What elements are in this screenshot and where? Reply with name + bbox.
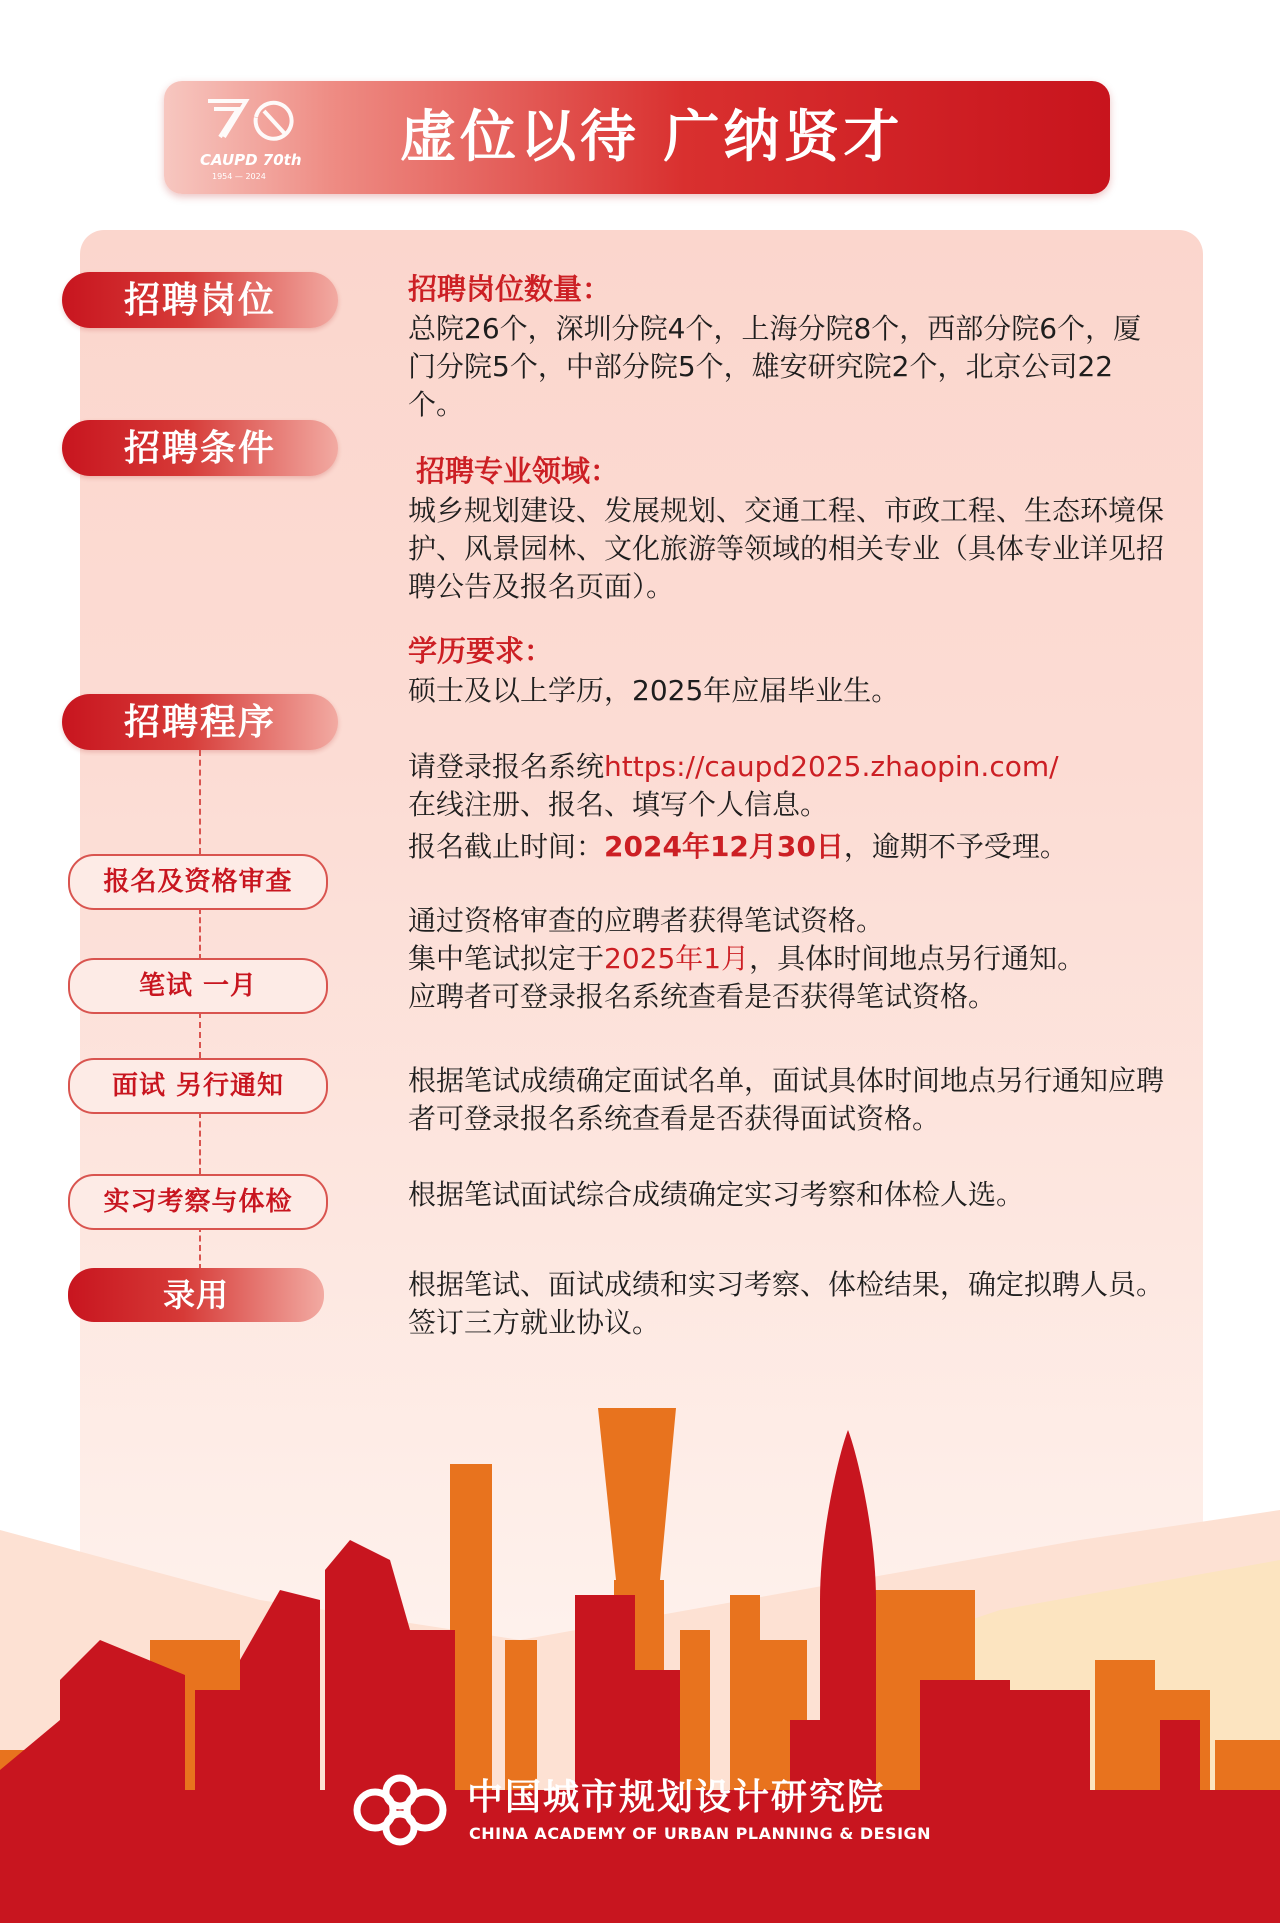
timeline-connector (199, 750, 201, 854)
timeline-connector (199, 1012, 201, 1058)
step-interview: 面试 另行通知 (68, 1058, 328, 1114)
hiring-text: 根据笔试、面试成绩和实习考察、体检结果，确定拟聘人员。签订三方就业协议。 (408, 1268, 1165, 1339)
education-heading: 学历要求： (408, 634, 554, 668)
exam-date: 2025年1月 (604, 942, 750, 975)
timeline-connector (199, 1226, 201, 1270)
internship-block (408, 1176, 1168, 1214)
registration-url-link[interactable]: https://caupd2025.zhaopin.com/ (604, 750, 1059, 783)
step-internship-checkup: 实习考察与体检 (68, 1174, 328, 1230)
positions-text: 总院26个，深圳分院4个，上海分院8个，西部分院6个，厦门分院5个，中部分院5个，雄安研究院2个，北京公司22个。 (408, 312, 1142, 421)
exam-block (408, 902, 1168, 1016)
section-label-conditions: 招聘条件 (62, 420, 338, 476)
exam-line-3: 应聘者可登录报名系统查看是否获得笔试资格。 (408, 980, 997, 1013)
education-text: 硕士及以上学历，2025年应届毕业生。 (408, 674, 900, 707)
logo-label: CAUPD 70th (200, 151, 302, 169)
timeline-connector (199, 1112, 201, 1174)
education-block (408, 632, 1168, 710)
step-written-exam: 笔试 一月 (68, 958, 328, 1014)
organization-name-cn: 中国城市规划设计研究院 (467, 1777, 886, 1818)
exam-line-2-prefix: 集中笔试拟定于 (408, 942, 605, 975)
header-banner (164, 81, 1110, 194)
organization-name-en: CHINA ACADEMY OF URBAN PLANNING & DESIGN (469, 1824, 932, 1843)
deadline-suffix: ，逾期不予受理。 (843, 830, 1068, 863)
timeline-connector (199, 908, 201, 960)
internship-text: 根据笔试面试综合成绩确定实习考察和体检人选。 (408, 1178, 1025, 1211)
interview-text: 根据笔试成绩确定面试名单，面试具体时间地点另行通知应聘者可登录报名系统查看是否获得面试资格。 (408, 1064, 1165, 1135)
positions-block (408, 270, 1168, 424)
positions-heading: 招聘岗位数量： (408, 272, 612, 306)
caupd-70th-logo-icon (194, 91, 334, 185)
caupd-knot-logo-icon (345, 1770, 455, 1850)
step-registration: 报名及资格审查 (68, 854, 328, 910)
registration-prefix: 请登录报名系统 (408, 750, 605, 783)
section-label-procedure: 招聘程序 (62, 694, 338, 750)
interview-block (408, 1062, 1168, 1138)
majors-heading: 招聘专业领域： (416, 454, 620, 488)
step-hiring: 录用 (68, 1268, 324, 1322)
registration-block (408, 748, 1168, 866)
deadline-label: 报名截止时间： (408, 830, 605, 863)
exam-line-2-suffix: ，具体时间地点另行通知。 (749, 942, 1086, 975)
registration-instructions: 在线注册、报名、填写个人信息。 (408, 788, 829, 821)
logo-years: 1954 — 2024 (212, 172, 266, 181)
exam-line-1: 通过资格审查的应聘者获得笔试资格。 (408, 904, 885, 937)
page-title: 虚位以待 广纳贤才 (400, 104, 904, 170)
section-label-positions: 招聘岗位 (62, 272, 338, 328)
majors-block (408, 452, 1168, 606)
hiring-block (408, 1266, 1168, 1342)
deadline-date: 2024年12月30日 (604, 830, 844, 863)
majors-text: 城乡规划建设、发展规划、交通工程、市政工程、生态环境保护、风景园林、文化旅游等领域的相关专业（具体专业详见招聘公告及报名页面）。 (408, 494, 1165, 603)
